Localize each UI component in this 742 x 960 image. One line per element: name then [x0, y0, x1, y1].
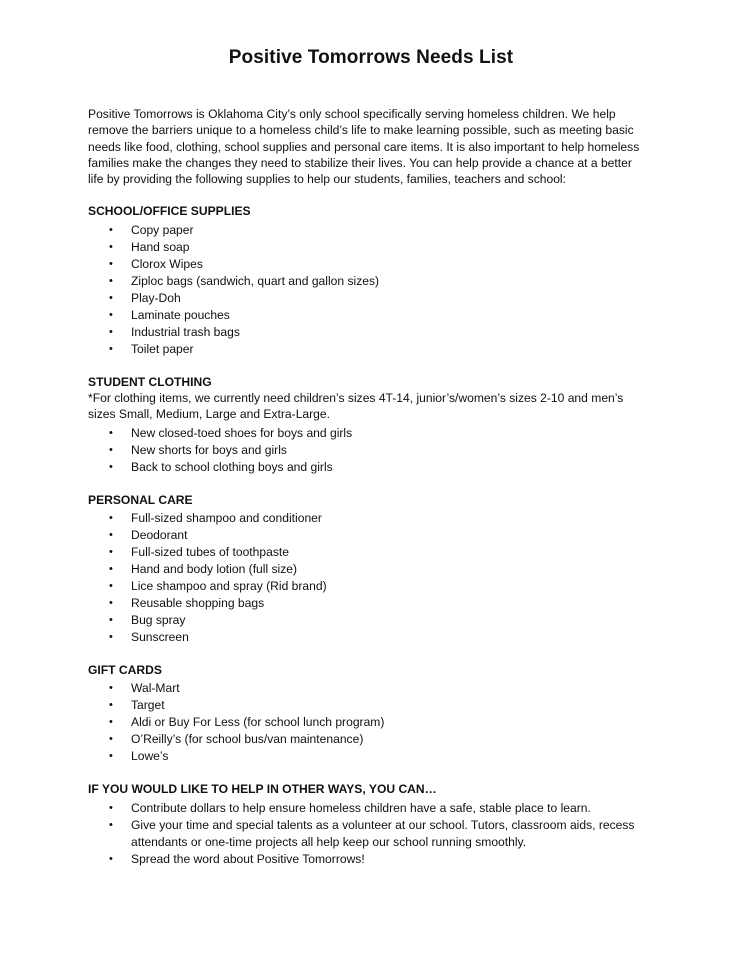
bullet-icon: • — [109, 716, 113, 729]
bullet-icon: • — [109, 325, 113, 338]
item-list — [88, 425, 646, 476]
list-item-text: Full-sized shampoo and conditioner — [131, 510, 322, 525]
list-item-text: Lowe’s — [131, 749, 169, 764]
bullet-icon: • — [109, 223, 113, 236]
list-item-text: Give your time and special talents as a volunteer at our school. Tutors, classroom aids, recess attendants or one-time projects all help keep our school running smoothly. — [131, 817, 635, 849]
section-heading: GIFT CARDS — [88, 662, 162, 677]
bullet-icon: • — [109, 733, 113, 746]
list-item-text: New closed-toed shoes for boys and girls — [131, 425, 353, 440]
bullet-icon: • — [109, 426, 113, 439]
list-item — [88, 239, 651, 256]
bullet-icon: • — [109, 613, 113, 626]
list-item-text: Lice shampoo and spray (Rid brand) — [131, 578, 327, 593]
bullet-icon: • — [109, 699, 113, 712]
list-item — [88, 324, 651, 341]
list-item-text: Bug spray — [131, 612, 186, 627]
list-item-text: Full-sized tubes of toothpaste — [131, 544, 289, 559]
list-item — [88, 442, 651, 459]
page-title: Positive Tomorrows Needs List — [228, 47, 514, 68]
list-item — [88, 510, 651, 527]
section-gift-cards — [88, 662, 646, 765]
section-heading: STUDENT CLOTHING — [88, 374, 212, 389]
list-item-text: O’Reilly’s (for school bus/van maintenance) — [131, 732, 364, 747]
bullet-icon: • — [109, 528, 113, 541]
list-item-text: Laminate pouches — [131, 307, 230, 322]
section-heading: SCHOOL/OFFICE SUPPLIES — [88, 204, 251, 219]
list-item — [88, 817, 651, 851]
list-item-text: Toilet paper — [131, 341, 194, 356]
bullet-icon: • — [109, 852, 113, 865]
list-item — [88, 256, 651, 273]
list-item-text: Hand soap — [131, 239, 190, 254]
list-item-text: Spread the word about Positive Tomorrows! — [131, 851, 365, 866]
list-item — [88, 595, 651, 612]
list-item-text: Reusable shopping bags — [131, 595, 265, 610]
section-heading: IF YOU WOULD LIKE TO HELP IN OTHER WAYS, YOU CAN… — [88, 782, 437, 797]
list-item-text: Hand and body lotion (full size) — [131, 561, 298, 576]
list-item — [88, 222, 651, 239]
list-item-text: Deodorant — [131, 527, 188, 542]
bullet-icon: • — [109, 630, 113, 643]
section-heading: PERSONAL CARE — [88, 492, 193, 507]
list-item-text: Industrial trash bags — [131, 324, 240, 339]
bullet-icon: • — [109, 257, 113, 270]
bullet-icon: • — [109, 240, 113, 253]
list-item — [88, 714, 651, 731]
item-list — [88, 680, 646, 765]
list-item-text: Sunscreen — [131, 629, 189, 644]
list-item — [88, 748, 651, 765]
list-item-text: Back to school clothing boys and girls — [131, 459, 333, 474]
bullet-icon: • — [109, 511, 113, 524]
item-list — [88, 222, 646, 358]
section-personal-care — [88, 492, 646, 646]
bullet-icon: • — [109, 801, 113, 814]
list-item-text: Clorox Wipes — [131, 256, 203, 271]
bullet-icon: • — [109, 818, 113, 831]
bullet-icon: • — [109, 308, 113, 321]
list-item — [88, 612, 651, 629]
list-item — [88, 273, 651, 290]
item-list — [88, 510, 646, 646]
intro-paragraph: Positive Tomorrows is Oklahoma City’s only school specifically serving homeless children. We help remove the barriers unique to a homeless child’s life to make learning possible, such as meeting basic needs like food, clothing, school supplies and personal care items. It is also important to help homeless families make the changes they need to stabilize their lives. You can help provide a chance at a better life by providing the following supplies to help our students, families, teachers and school: — [88, 107, 640, 187]
list-item — [88, 800, 651, 817]
list-item — [88, 851, 651, 868]
list-item-text: Target — [131, 698, 165, 713]
list-item-text: Wal-Mart — [131, 681, 180, 696]
bullet-icon: • — [109, 291, 113, 304]
list-item-text: Contribute dollars to help ensure homeless children have a safe, stable place to learn. — [131, 800, 591, 815]
list-item-text: Ziploc bags (sandwich, quart and gallon sizes) — [131, 273, 380, 288]
item-list — [88, 800, 646, 868]
list-item-text: Aldi or Buy For Less (for school lunch program) — [131, 715, 385, 730]
list-item — [88, 544, 651, 561]
bullet-icon: • — [109, 562, 113, 575]
list-item — [88, 731, 651, 748]
list-item-text: New shorts for boys and girls — [131, 442, 287, 457]
list-item — [88, 697, 651, 714]
clothing-size-note: *For clothing items, we currently need children’s sizes 4T-14, junior’s/women’s sizes 2-10 and men’s sizes Small, Medium, Large and Extra-Large. — [88, 391, 624, 422]
list-item — [88, 561, 651, 578]
bullet-icon: • — [109, 682, 113, 695]
list-item — [88, 341, 651, 358]
bullet-icon: • — [109, 579, 113, 592]
list-item — [88, 629, 651, 646]
list-item — [88, 307, 651, 324]
bullet-icon: • — [109, 342, 113, 355]
list-item — [88, 290, 651, 307]
list-item — [88, 425, 651, 442]
list-item — [88, 459, 651, 476]
bullet-icon: • — [109, 460, 113, 473]
section-student-clothing — [88, 374, 646, 476]
bullet-icon: • — [109, 750, 113, 763]
bullet-icon: • — [109, 274, 113, 287]
bullet-icon: • — [109, 596, 113, 609]
list-item — [88, 527, 651, 544]
section-other-ways — [88, 781, 646, 867]
list-item — [88, 680, 651, 697]
bullet-icon: • — [109, 545, 113, 558]
list-item-text: Play-Doh — [131, 290, 181, 305]
list-item — [88, 578, 651, 595]
section-school-office-supplies — [88, 203, 646, 357]
bullet-icon: • — [109, 443, 113, 456]
list-item-text: Copy paper — [131, 222, 194, 237]
